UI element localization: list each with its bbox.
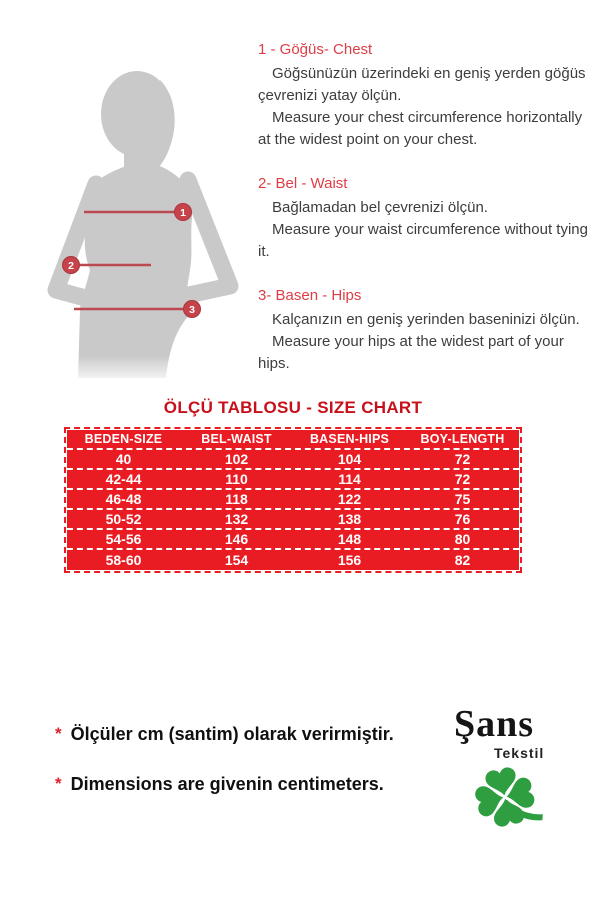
- footnote-turkish: [55, 724, 455, 745]
- cell-length: 72: [454, 471, 471, 487]
- waist-instruction-turkish: Bağlamadan bel çevrenizi ölçün.: [272, 199, 488, 216]
- table-row: [67, 490, 519, 510]
- cell-size: 54-56: [105, 531, 142, 547]
- cell-waist: 132: [224, 511, 249, 527]
- cell-size: 50-52: [105, 511, 142, 527]
- cell-hips: 156: [337, 552, 362, 568]
- cell-size: 40: [115, 451, 132, 467]
- waist-instruction-english: Measure your waist circumference without tying it.: [258, 221, 588, 260]
- cell-length: 72: [454, 451, 471, 467]
- waist-marker-number: 2: [68, 260, 74, 272]
- asterisk-icon: *: [55, 724, 62, 743]
- measurement-diagram: [40, 60, 242, 384]
- cell-hips: 104: [337, 451, 362, 467]
- column-header-bel-waist: BEL-WAIST: [201, 432, 272, 446]
- table-row: [67, 530, 519, 550]
- cell-size: 46-48: [105, 491, 142, 507]
- guide-section-chest: [258, 40, 590, 151]
- cell-size: 58-60: [105, 552, 142, 568]
- guide-section-waist: [258, 174, 590, 263]
- cell-length: 75: [454, 491, 471, 507]
- waist-heading: 2- Bel - Waist: [258, 175, 348, 192]
- table-header-row: [67, 430, 519, 450]
- cell-length: 82: [454, 552, 471, 568]
- female-silhouette-icon: [40, 60, 242, 384]
- brand-name: Şans: [454, 703, 535, 745]
- chest-marker-number: 1: [180, 207, 186, 219]
- size-chart-table: [64, 427, 522, 573]
- size-chart-title: ÖLÇÜ TABLOSU - SIZE CHART: [163, 398, 423, 417]
- table-row: [67, 450, 519, 470]
- column-header-boy-length: BOY-LENGTH: [420, 432, 505, 446]
- guide-section-hips: [258, 286, 590, 375]
- cell-waist: 146: [224, 531, 249, 547]
- footnote-english: [55, 774, 455, 795]
- measurement-instructions: [258, 40, 590, 398]
- hips-heading: 3- Basen - Hips: [258, 287, 362, 304]
- chest-instruction-turkish: Göğsünüzün üzerindeki en geniş yerden göğüs çevrenizi yatay ölçün.: [258, 65, 586, 104]
- table-row: [67, 470, 519, 490]
- asterisk-icon: *: [55, 774, 62, 793]
- column-header-basen-hips: BASEN-HIPS: [309, 432, 390, 446]
- footnote-turkish-text: Ölçüler cm (santim) olarak verirmiştir.: [70, 724, 394, 744]
- footnote-english-text: Dimensions are givenin centimeters.: [70, 774, 384, 794]
- hips-instruction-turkish: Kalçanızın en geniş yerinden baseninizi ölçün.: [272, 311, 580, 328]
- cell-length: 80: [454, 531, 471, 547]
- cell-length: 76: [454, 511, 471, 527]
- cell-hips: 138: [337, 511, 362, 527]
- cell-hips: 122: [337, 491, 362, 507]
- chest-heading: 1 - Göğüs- Chest: [258, 41, 373, 58]
- brand-logo: [448, 704, 568, 844]
- cell-waist: 102: [224, 451, 249, 467]
- cell-hips: 114: [338, 471, 361, 487]
- table-row: [67, 510, 519, 530]
- hips-instruction-english: Measure your hips at the widest part of your hips.: [258, 333, 564, 372]
- column-header-beden-size: BEDEN-SIZE: [84, 432, 163, 446]
- brand-subtitle: Tekstil: [494, 745, 545, 761]
- cell-size: 42-44: [105, 471, 142, 487]
- cell-waist: 110: [225, 471, 248, 487]
- chest-instruction-english: Measure your chest circumference horizontally at the widest point on your chest.: [258, 109, 583, 148]
- table-row: [67, 550, 519, 570]
- clover-icon: [468, 760, 548, 842]
- cell-hips: 148: [337, 531, 362, 547]
- hips-marker-number: 3: [189, 304, 195, 316]
- cell-waist: 118: [225, 491, 248, 507]
- cell-waist: 154: [224, 552, 249, 568]
